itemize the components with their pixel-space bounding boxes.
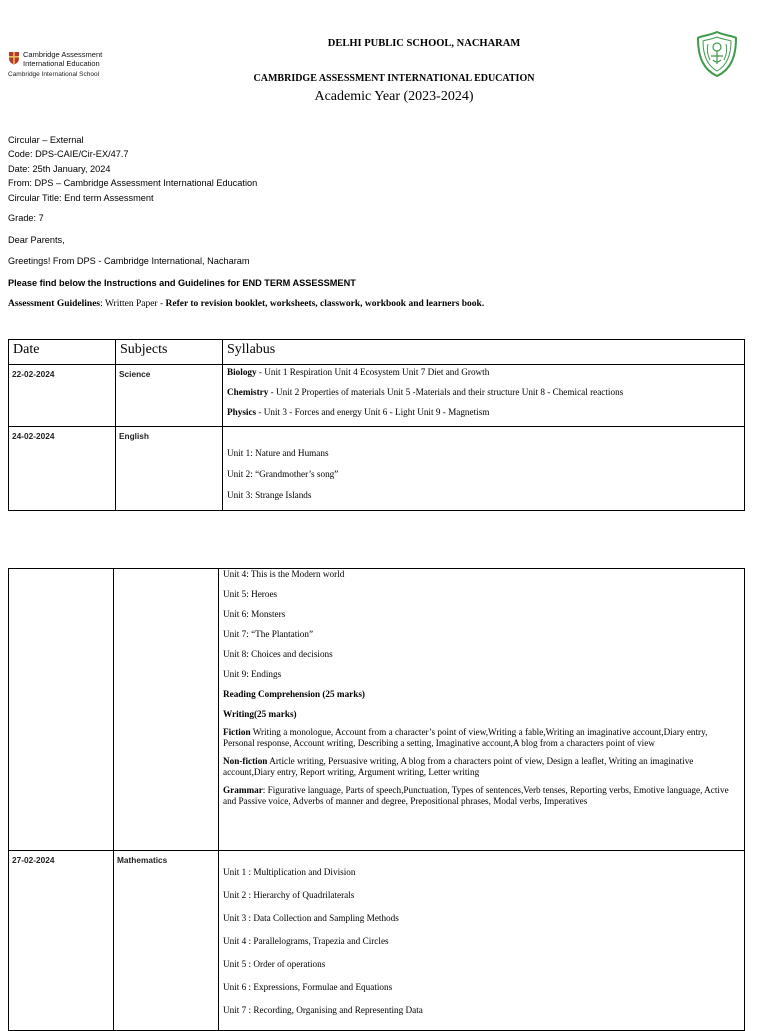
- list-item: Unit 2 : Hierarchy of Quadrilaterals: [223, 890, 355, 900]
- english-date: 24-02-2024: [9, 427, 116, 511]
- list-item: Unit 8: Choices and decisions: [223, 649, 333, 659]
- list-item: Unit 4: This is the Modern world: [223, 569, 345, 579]
- header-date: Date: [9, 340, 116, 365]
- syllabus-table-part-2: [8, 568, 745, 1031]
- assessment-guidelines: [8, 299, 484, 309]
- english-syllabus-part-2: [219, 569, 745, 851]
- school-name: DELHI PUBLIC SCHOOL, NACHARAM: [327, 38, 521, 49]
- science-date: 22-02-2024: [9, 365, 116, 427]
- table-row-science: [9, 365, 745, 427]
- academic-year: Academic Year (2023-2024): [314, 89, 474, 104]
- syllabus-table-part-1: [8, 339, 745, 511]
- nonfiction-label: Non-fiction: [223, 756, 268, 766]
- guidelines-colon: : Written Paper -: [100, 299, 166, 309]
- science-syllabus: [223, 365, 745, 427]
- empty-cell: [114, 569, 219, 851]
- table-row-english-continued: [9, 569, 745, 851]
- list-item: Unit 6 : Expressions, Formulae and Equations: [223, 982, 393, 992]
- english-syllabus-part-1: [223, 427, 745, 511]
- list-item: Unit 3: Strange Islands: [227, 490, 312, 500]
- cambridge-crest-icon: [8, 51, 20, 65]
- board-name: CAMBRIDGE ASSESSMENT INTERNATIONAL EDUCATION: [253, 73, 535, 84]
- list-item: Unit 6: Monsters: [223, 609, 286, 619]
- table-row-english: [9, 427, 745, 511]
- table-row-maths: [9, 851, 745, 1031]
- chemistry-label: Chemistry: [227, 387, 269, 397]
- list-item: Unit 1: Nature and Humans: [227, 448, 329, 458]
- fiction-text: Writing a monologue, Account from a character’s point of view,Writing a fable,Writing an imaginative account,Diary entry, Personal response, Account writing, Describing a setting, Imaginative account,A blog from a characters point of view: [223, 727, 708, 748]
- list-item: Unit 5 : Order of operations: [223, 959, 326, 969]
- writing-heading: Writing(25 marks): [223, 709, 297, 719]
- list-item: Unit 7: “The Plantation”: [223, 629, 314, 639]
- greeting: Greetings! From DPS - Cambridge International, Nacharam: [8, 256, 250, 266]
- science-subject: Science: [116, 365, 223, 427]
- table-header-row: [9, 340, 745, 365]
- guidelines-text: Refer to revision booklet, worksheets, classwork, workbook and learners book.: [165, 299, 485, 309]
- instructions-note: Please find below the Instructions and Guidelines for END TERM ASSESSMENT: [8, 278, 356, 288]
- english-subject: English: [116, 427, 223, 511]
- biology-label: Biology: [227, 367, 257, 377]
- grade: Grade: 7: [8, 213, 44, 223]
- header-subjects: Subjects: [116, 340, 223, 365]
- physics-units: - Unit 3 - Forces and energy Unit 6 - Light Unit 9 - Magnetism: [256, 407, 490, 417]
- list-item: Unit 7 : Recording, Organising and Representing Data: [223, 1005, 423, 1015]
- nonfiction-text: Article writing, Persuasive writing, A blog from a characters point of view, Design a leaflet, Writing an imaginative account,Diary entry, Report writing, Argument writing, Letter writing: [223, 756, 694, 777]
- circular-type: Circular – External: [8, 135, 84, 145]
- list-item: Unit 4 : Parallelograms, Trapezia and Circles: [223, 936, 389, 946]
- list-item: Unit 2: “Grandmother’s song”: [227, 469, 339, 479]
- maths-syllabus: [219, 851, 745, 1031]
- physics-label: Physics: [227, 407, 257, 417]
- circular-date: Date: 25th January, 2024: [8, 163, 111, 174]
- logo-subtitle: Cambridge International School: [8, 71, 100, 78]
- reading-comprehension: Reading Comprehension (25 marks): [223, 689, 365, 699]
- header-syllabus: Syllabus: [223, 340, 745, 365]
- maths-date: 27-02-2024: [9, 851, 114, 1031]
- logo-line-1: Cambridge Assessment: [23, 50, 103, 59]
- circular-title: Circular Title: End term Assessment: [8, 192, 154, 203]
- grammar-text: : Figurative language, Parts of speech,Punctuation, Types of sentences,Verb tenses, Reporting verbs, Emotive language, Active and Passive voice, Adverbs of manner and degree, Prepositional phrases, Modal verbs, Imperatives: [223, 785, 729, 806]
- biology-units: - Unit 1 Respiration Unit 4 Ecosystem Unit 7 Diet and Growth: [256, 367, 490, 377]
- list-item: Unit 9: Endings: [223, 669, 282, 679]
- circular-code: Code: DPS-CAIE/Cir-EX/47.7: [8, 149, 129, 160]
- list-item: Unit 5: Heroes: [223, 589, 278, 599]
- chemistry-units: - Unit 2 Properties of materials Unit 5 -Materials and their structure Unit 8 - Chemical reactions: [268, 387, 624, 397]
- fiction-label: Fiction: [223, 727, 251, 737]
- circular-meta: [8, 133, 257, 205]
- grammar-label: Grammar: [223, 785, 263, 795]
- maths-subject: Mathematics: [114, 851, 219, 1031]
- list-item: Unit 1 : Multiplication and Division: [223, 867, 356, 877]
- list-item: Unit 3 : Data Collection and Sampling Methods: [223, 913, 399, 923]
- guidelines-label: Assessment Guidelines: [8, 299, 101, 309]
- circular-from: From: DPS – Cambridge Assessment International Education: [8, 178, 258, 189]
- salutation: Dear Parents,: [8, 235, 65, 245]
- logo-line-2: International Education: [23, 59, 100, 68]
- empty-cell: [9, 569, 114, 851]
